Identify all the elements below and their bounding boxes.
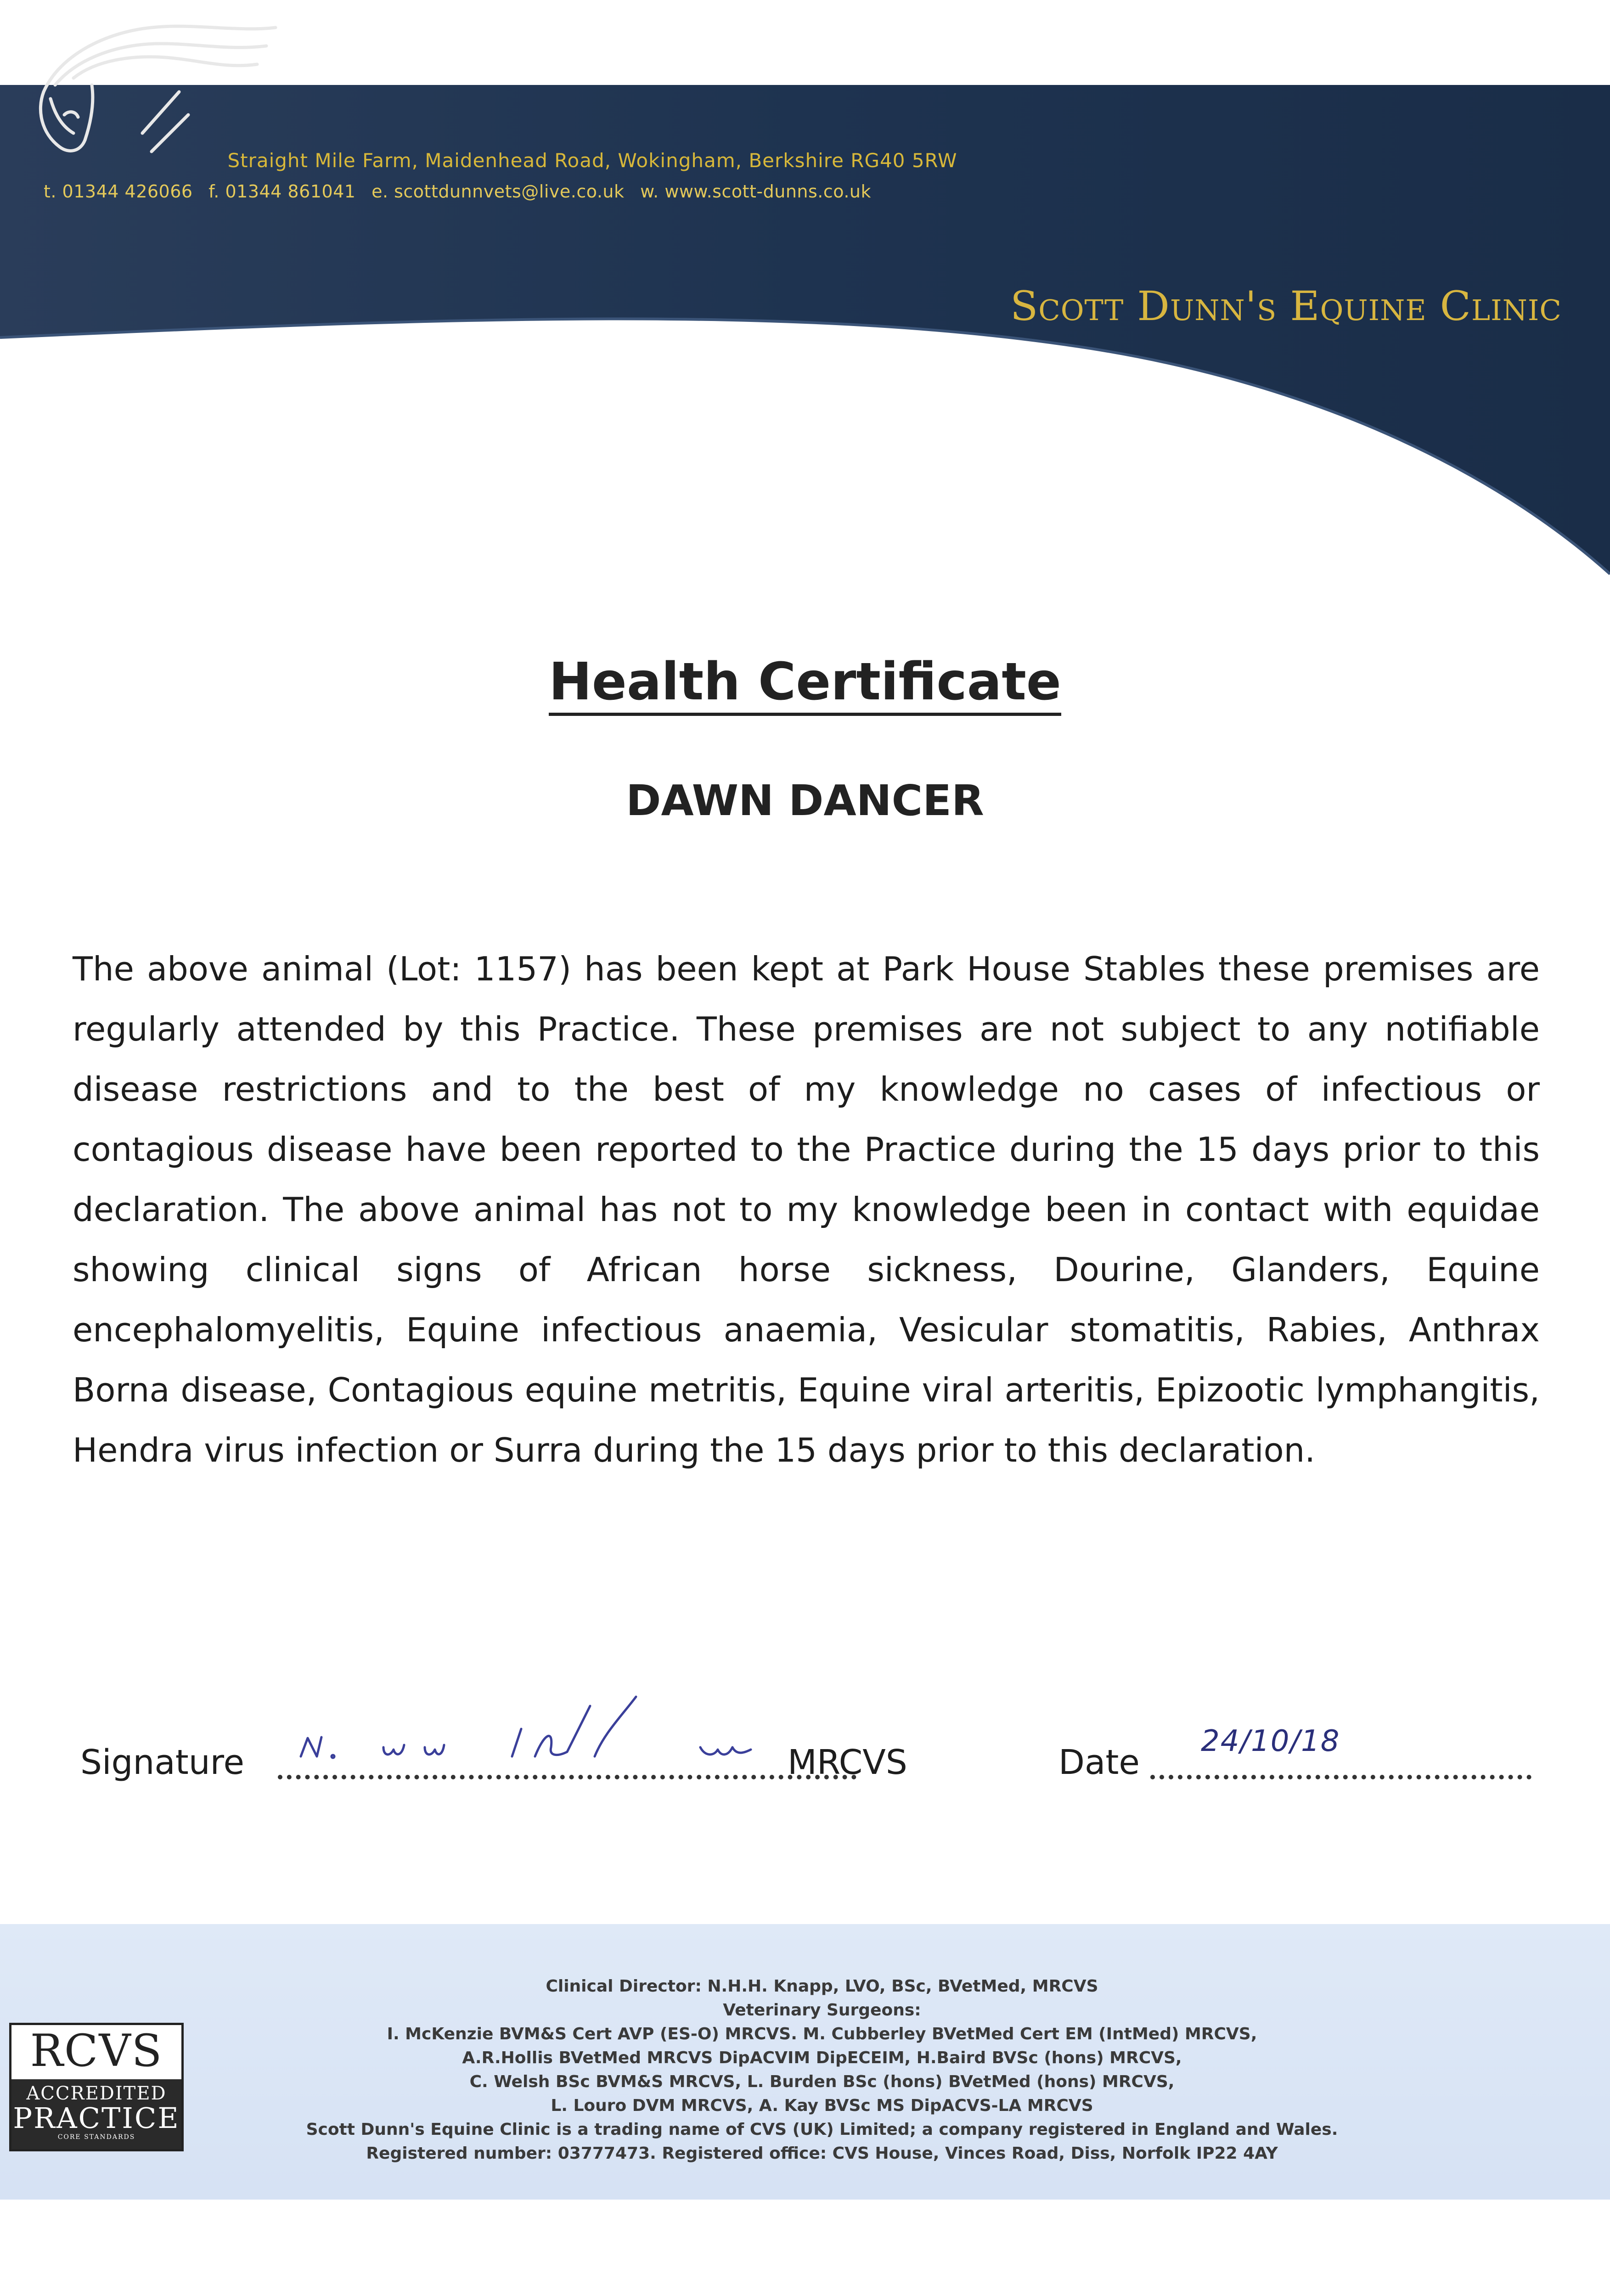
email-address: e. scottdunnvets@live.co.uk (372, 181, 625, 202)
signature-label: Signature (80, 1743, 244, 1782)
registration-info: Registered number: 03777473. Registered office: CVS House, Vinces Road, Diss, Norfolk IP22 4AY (366, 2144, 1278, 2163)
handwritten-signature (273, 1688, 833, 1779)
surgeon-line: A.R.Hollis BVetMed MRCVS DipACVIM DipECEIM, H.Baird BVSc (hons) MRCVS, (462, 2048, 1182, 2067)
rcvs-badge-practice: PRACTICE (13, 2101, 180, 2135)
rcvs-badge-core: CORE STANDARDS (57, 2133, 135, 2141)
phone-number: t. 01344 426066 (44, 181, 193, 202)
clinic-name: Scott Dunn's Equine Clinic (1010, 282, 1562, 330)
mrcvs-label: MRCVS (788, 1743, 907, 1782)
footer (0, 1924, 1610, 2200)
surgeon-line: C. Welsh BSc BVM&S MRCVS, L. Burden BSc (hons) BVetMed (hons) MRCVS, (469, 2072, 1175, 2091)
date-label: Date (1058, 1743, 1140, 1782)
rcvs-badge-accredited: ACCREDITED (26, 2083, 167, 2104)
animal-name: DAWN DANCER (626, 776, 984, 825)
clinical-director: Clinical Director: N.H.H. Knapp, LVO, BSc, BVetMed, MRCVS (546, 1977, 1098, 1996)
horse-head-logo-icon (0, 0, 303, 165)
footer-staff-info (197, 1975, 1447, 2166)
surgeon-line: I. McKenzie BVM&S Cert AVP (ES-O) MRCVS. M. Cubberley BVetMed Cert EM (IntMed) MRCVS, (387, 2025, 1257, 2043)
declaration-text: The above animal (Lot: 1157) has been kept at Park House Stables these premises are regularly attended by this Practice. These premises are not subject to any notifiable disease restrictions and to the best of my knowledge no cases of infectious or contagious disease have been reported to the Practice during the 15 days prior to this declaration. The above animal has not to my knowledge been in contact with equidae showing clinical signs of African horse sickness, Dourine, Glanders, Equine encephalomyelitis, Equine infectious anaemia, Vesicular stomatitis, Rabies, Anthrax Borna disease, Contagious equine metritis, Equine viral arteritis, Epizootic lymphangitis, Hendra virus infection or Surra during the 15 days prior to this declaration. (73, 950, 1540, 1469)
date-value: 24/10/18 (1201, 1724, 1340, 1758)
surgeons-heading: Veterinary Surgeons: (723, 2001, 921, 2020)
trading-note: Scott Dunn's Equine Clinic is a trading name of CVS (UK) Limited; a company registered in England and Wales. (306, 2120, 1338, 2139)
signature-row (80, 1724, 1550, 1798)
date-line (1150, 1756, 1531, 1779)
page-title-text: Health Certificate (549, 652, 1061, 716)
fax-number: f. 01344 861041 (208, 181, 356, 202)
website-address: w. www.scott-dunns.co.uk (640, 181, 872, 202)
rcvs-badge-title: RCVS (30, 2025, 163, 2077)
clinic-address: Straight Mile Farm, Maidenhead Road, Wokingham, Berkshire RG40 5RW (227, 149, 957, 172)
clinic-contacts (44, 181, 1146, 202)
surgeon-line: L. Louro DVM MRCVS, A. Kay BVSc MS DipACVS-LA MRCVS (551, 2096, 1093, 2115)
rcvs-badge-lower (11, 2079, 181, 2149)
rcvs-accreditation-badge (9, 2023, 184, 2151)
page-title (0, 652, 1610, 712)
header-banner (0, 0, 1610, 579)
